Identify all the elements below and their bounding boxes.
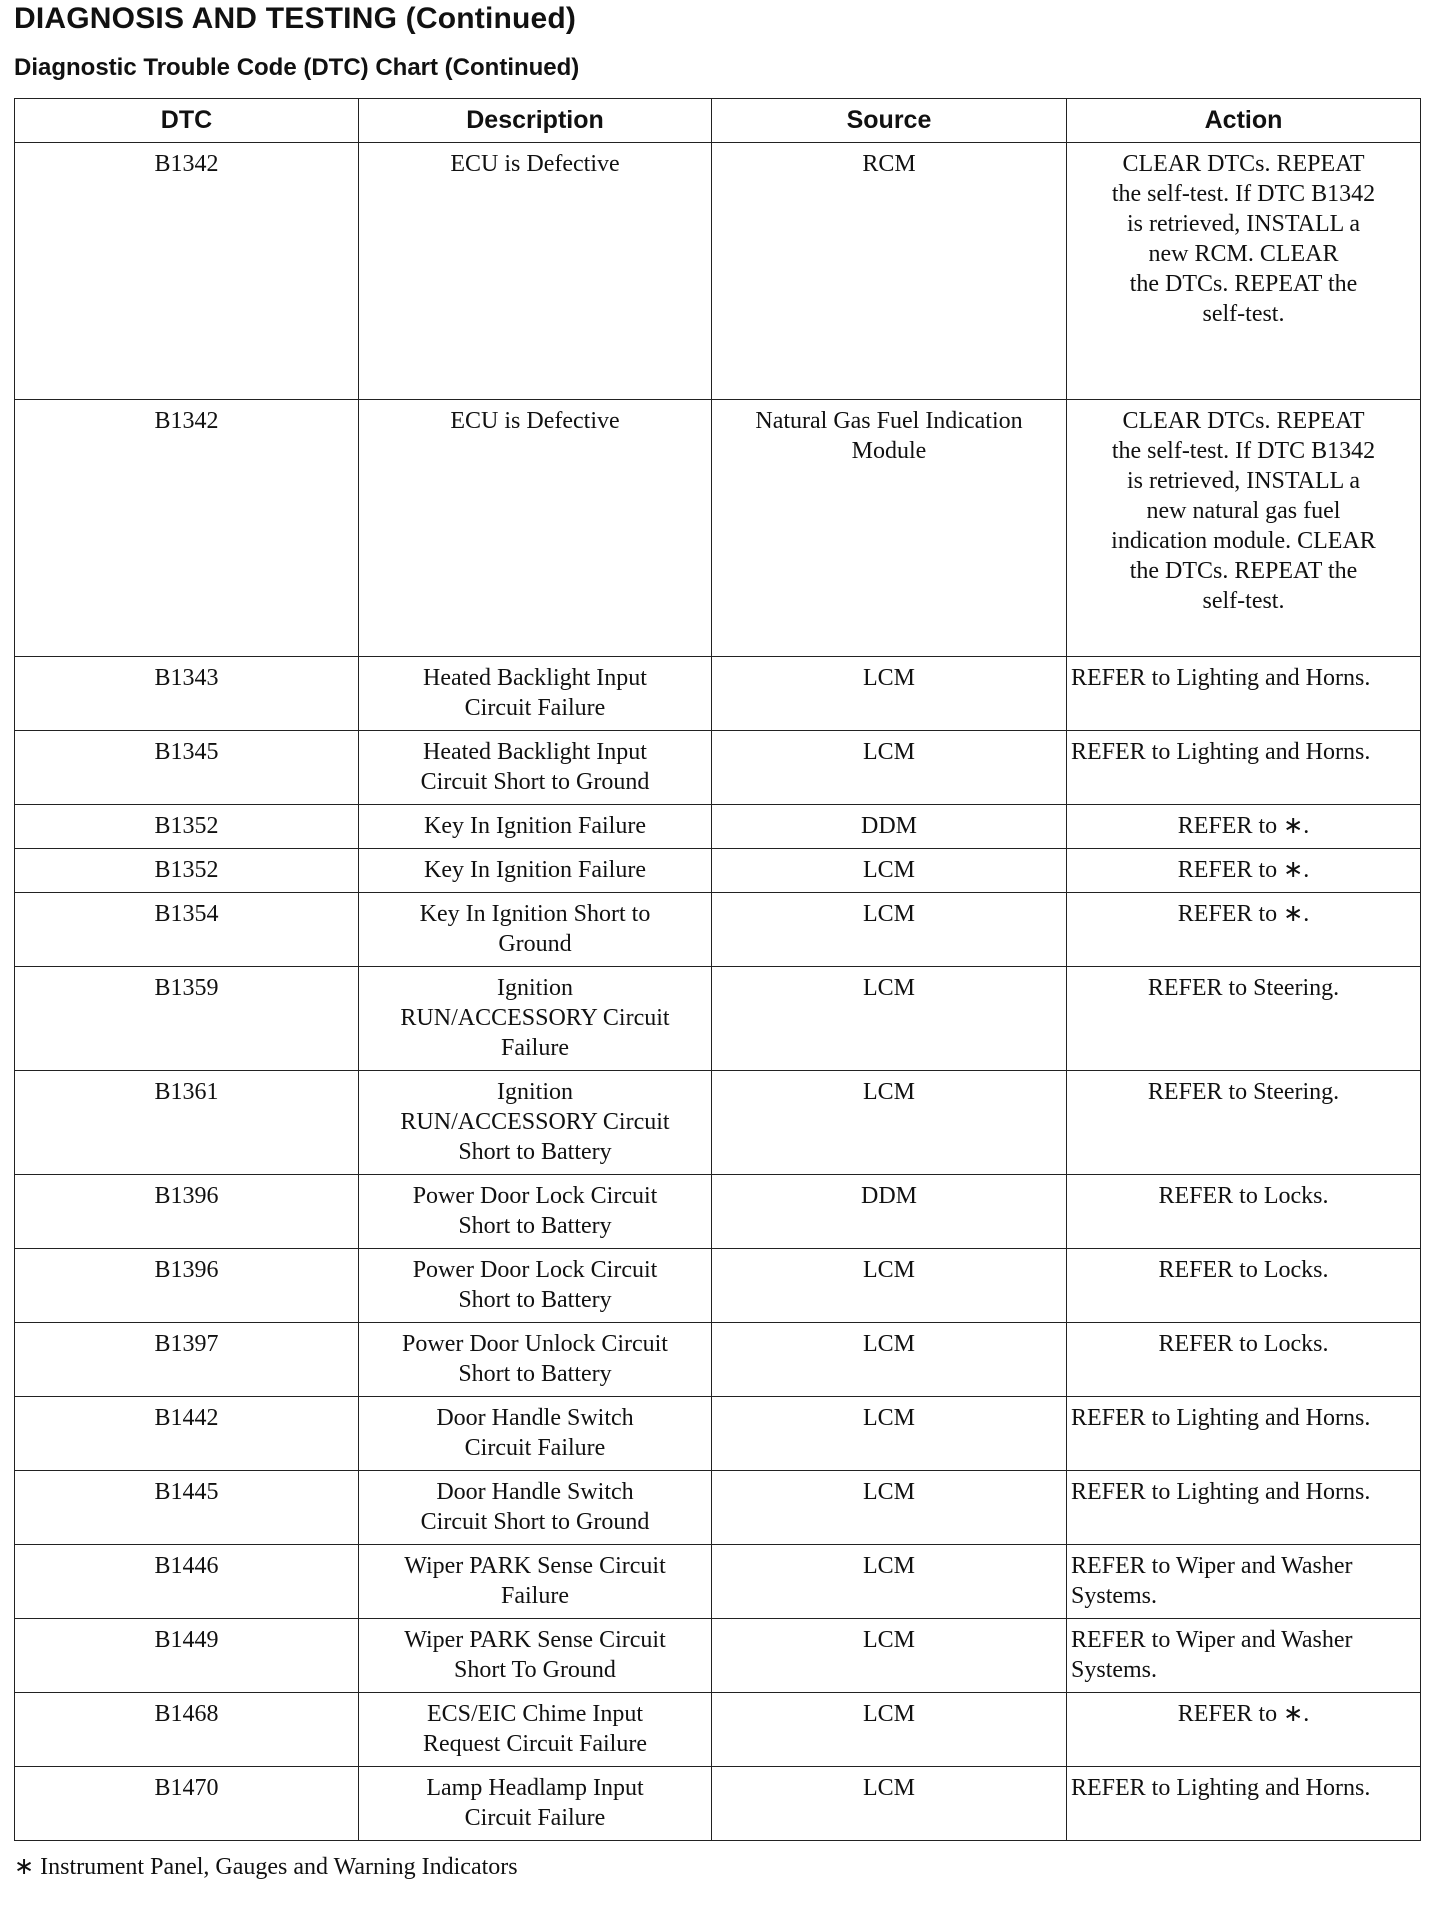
- dtc-code-cell-text: B1345: [154, 739, 219, 765]
- description-cell-text: Lamp Headlamp Input Circuit Failure: [426, 1775, 644, 1831]
- action-cell: [1067, 1071, 1421, 1175]
- action-cell-text: REFER to Lighting and Horns.: [1071, 1775, 1371, 1801]
- source-cell-text: LCM: [862, 1627, 915, 1653]
- source-cell: [712, 1323, 1067, 1397]
- column-header-source: Source: [712, 99, 1067, 143]
- table-row: [15, 893, 1421, 967]
- table-row: [15, 143, 1421, 400]
- dtc-code-cell-text: B1397: [154, 1331, 219, 1357]
- source-cell: [712, 1175, 1067, 1249]
- table-row: [15, 400, 1421, 657]
- description-cell-text: ECS/EIC Chime Input Request Circuit Failure: [423, 1701, 647, 1757]
- description-cell: [359, 805, 712, 849]
- action-cell-text: REFER to Wiper and Washer Systems.: [1071, 1553, 1353, 1609]
- dtc-code-cell: [15, 1619, 359, 1693]
- table-row: [15, 1471, 1421, 1545]
- source-cell-text: LCM: [862, 1479, 915, 1505]
- action-cell: [1067, 967, 1421, 1071]
- source-cell: [712, 805, 1067, 849]
- source-cell: [712, 1767, 1067, 1841]
- source-cell: [712, 400, 1067, 657]
- source-cell: [712, 1693, 1067, 1767]
- description-cell: [359, 1071, 712, 1175]
- action-cell: [1067, 1619, 1421, 1693]
- description-cell-text: ECU is Defective: [450, 408, 620, 434]
- action-cell-text: REFER to Steering.: [1147, 975, 1340, 1001]
- dtc-code-cell: [15, 1175, 359, 1249]
- description-cell-text: Door Handle Switch Circuit Short to Ground: [420, 1479, 650, 1535]
- table-row: [15, 849, 1421, 893]
- action-cell-text: REFER to Lighting and Horns.: [1071, 1405, 1371, 1431]
- description-cell: [359, 1767, 712, 1841]
- source-cell-text: LCM: [862, 975, 915, 1001]
- dtc-code-cell: [15, 143, 359, 400]
- source-cell-text: DDM: [860, 813, 917, 839]
- dtc-code-cell: [15, 1071, 359, 1175]
- source-cell-text: LCM: [862, 665, 915, 691]
- dtc-code-cell-text: B1359: [154, 975, 219, 1001]
- dtc-code-cell: [15, 1767, 359, 1841]
- dtc-code-cell: [15, 849, 359, 893]
- table-row: [15, 1545, 1421, 1619]
- source-cell-text: LCM: [862, 1775, 915, 1801]
- source-cell: [712, 1619, 1067, 1693]
- action-cell: [1067, 1397, 1421, 1471]
- description-cell-text: Power Door Unlock Circuit Short to Battery: [402, 1331, 668, 1387]
- description-cell-text: Heated Backlight Input Circuit Short to Ground: [420, 739, 650, 795]
- description-cell-text: Key In Ignition Failure: [424, 813, 646, 839]
- source-cell: [712, 657, 1067, 731]
- dtc-code-cell-text: B1354: [154, 901, 219, 927]
- action-cell-text: REFER to ∗.: [1177, 857, 1310, 883]
- action-cell: [1067, 1545, 1421, 1619]
- dtc-code-cell-text: B1445: [154, 1479, 219, 1505]
- action-cell: [1067, 1175, 1421, 1249]
- dtc-code-cell: [15, 967, 359, 1071]
- action-cell: [1067, 893, 1421, 967]
- source-cell: [712, 1249, 1067, 1323]
- source-cell-text: LCM: [862, 857, 915, 883]
- action-cell: [1067, 1693, 1421, 1767]
- dtc-code-cell: [15, 805, 359, 849]
- page-heading: DIAGNOSIS AND TESTING (Continued): [14, 2, 577, 35]
- description-cell: [359, 1397, 712, 1471]
- description-cell-text: Heated Backlight Input Circuit Failure: [423, 665, 647, 721]
- dtc-code-cell-text: B1442: [154, 1405, 219, 1431]
- dtc-code-cell-text: B1449: [154, 1627, 219, 1653]
- description-cell-text: Key In Ignition Short to Ground: [419, 901, 651, 957]
- description-cell: [359, 143, 712, 400]
- dtc-code-cell-text: B1361: [154, 1079, 219, 1105]
- dtc-code-cell-text: B1352: [154, 813, 219, 839]
- table-row: [15, 1071, 1421, 1175]
- dtc-code-cell-text: B1396: [154, 1183, 219, 1209]
- source-cell: [712, 1397, 1067, 1471]
- source-cell-text: DDM: [860, 1183, 917, 1209]
- dtc-code-cell: [15, 1693, 359, 1767]
- column-header-description: Description: [359, 99, 712, 143]
- dtc-code-cell: [15, 400, 359, 657]
- action-cell-text: CLEAR DTCs. REPEAT the self-test. If DTC B1342 is retrieved, INSTALL a new RCM. CLEAR the DTCs. REPEAT the self-test.: [1111, 151, 1376, 327]
- action-cell-text: REFER to Lighting and Horns.: [1071, 739, 1371, 765]
- description-cell-text: Wiper PARK Sense Circuit Short To Ground: [404, 1627, 666, 1683]
- source-cell: [712, 1071, 1067, 1175]
- chart-subheading: Diagnostic Trouble Code (DTC) Chart (Continued): [14, 54, 580, 81]
- table-header-row: [15, 99, 1421, 143]
- action-cell-text: REFER to Lighting and Horns.: [1071, 665, 1371, 691]
- dtc-code-cell-text: B1342: [154, 151, 219, 177]
- description-cell-text: Power Door Lock Circuit Short to Battery: [412, 1257, 658, 1313]
- action-cell: [1067, 1323, 1421, 1397]
- action-cell: [1067, 849, 1421, 893]
- table-row: [15, 1693, 1421, 1767]
- table-row: [15, 657, 1421, 731]
- source-cell: [712, 849, 1067, 893]
- description-cell: [359, 731, 712, 805]
- source-cell-text: RCM: [862, 151, 916, 177]
- source-cell-text: LCM: [862, 1331, 915, 1357]
- table-row: [15, 1619, 1421, 1693]
- dtc-code-cell-text: B1396: [154, 1257, 219, 1283]
- dtc-code-cell-text: B1342: [154, 408, 219, 434]
- source-cell-text: Natural Gas Fuel Indication Module: [755, 408, 1023, 464]
- action-cell-text: REFER to Locks.: [1158, 1183, 1329, 1209]
- dtc-code-cell: [15, 1545, 359, 1619]
- dtc-code-cell: [15, 657, 359, 731]
- source-cell: [712, 1545, 1067, 1619]
- table-row: [15, 1767, 1421, 1841]
- source-cell: [712, 1471, 1067, 1545]
- dtc-code-cell: [15, 1249, 359, 1323]
- description-cell: [359, 849, 712, 893]
- description-cell: [359, 1545, 712, 1619]
- action-cell: [1067, 657, 1421, 731]
- action-cell-text: CLEAR DTCs. REPEAT the self-test. If DTC B1342 is retrieved, INSTALL a new natural gas fuel indication module. CLEAR the DTCs. REPEAT the self-test.: [1111, 408, 1376, 614]
- table-body: [15, 143, 1421, 1841]
- description-cell-text: ECU is Defective: [450, 151, 620, 177]
- column-header-action: Action: [1067, 99, 1421, 143]
- dtc-code-cell-text: B1468: [154, 1701, 219, 1727]
- description-cell: [359, 1249, 712, 1323]
- description-cell: [359, 1323, 712, 1397]
- action-cell-text: REFER to ∗.: [1177, 1701, 1310, 1727]
- table-row: [15, 1175, 1421, 1249]
- dtc-code-cell-text: B1470: [154, 1775, 219, 1801]
- dtc-code-cell: [15, 893, 359, 967]
- action-cell: [1067, 400, 1421, 657]
- description-cell-text: Ignition RUN/ACCESSORY Circuit Failure: [400, 975, 670, 1061]
- action-cell-text: REFER to ∗.: [1177, 901, 1310, 927]
- source-cell-text: LCM: [862, 1257, 915, 1283]
- table-row: [15, 1249, 1421, 1323]
- description-cell: [359, 1175, 712, 1249]
- description-cell-text: Ignition RUN/ACCESSORY Circuit Short to Battery: [400, 1079, 670, 1165]
- table-row: [15, 1323, 1421, 1397]
- source-cell-text: LCM: [862, 1405, 915, 1431]
- description-cell: [359, 400, 712, 657]
- dtc-code-cell: [15, 1471, 359, 1545]
- dtc-code-cell-text: B1343: [154, 665, 219, 691]
- source-cell-text: LCM: [862, 901, 915, 927]
- description-cell-text: Door Handle Switch Circuit Failure: [436, 1405, 634, 1461]
- dtc-code-cell-text: B1352: [154, 857, 219, 883]
- description-cell: [359, 1693, 712, 1767]
- table-row: [15, 805, 1421, 849]
- table-row: [15, 1397, 1421, 1471]
- description-cell-text: Power Door Lock Circuit Short to Battery: [412, 1183, 658, 1239]
- description-cell-text: Key In Ignition Failure: [424, 857, 646, 883]
- dtc-code-cell: [15, 1397, 359, 1471]
- action-cell: [1067, 1471, 1421, 1545]
- description-cell: [359, 657, 712, 731]
- source-cell: [712, 893, 1067, 967]
- column-header-dtc: DTC: [15, 99, 359, 143]
- description-cell: [359, 1471, 712, 1545]
- action-cell: [1067, 805, 1421, 849]
- action-cell: [1067, 1767, 1421, 1841]
- action-cell-text: REFER to Locks.: [1158, 1331, 1329, 1357]
- action-cell: [1067, 143, 1421, 400]
- source-cell: [712, 731, 1067, 805]
- action-cell-text: REFER to ∗.: [1177, 813, 1310, 839]
- description-cell: [359, 967, 712, 1071]
- action-cell-text: REFER to Locks.: [1158, 1257, 1329, 1283]
- source-cell: [712, 967, 1067, 1071]
- description-cell: [359, 893, 712, 967]
- source-cell-text: LCM: [862, 1701, 915, 1727]
- action-cell-text: REFER to Wiper and Washer Systems.: [1071, 1627, 1353, 1683]
- source-cell-text: LCM: [862, 1079, 915, 1105]
- description-cell-text: Wiper PARK Sense Circuit Failure: [404, 1553, 666, 1609]
- action-cell-text: REFER to Steering.: [1147, 1079, 1340, 1105]
- dtc-code-cell: [15, 731, 359, 805]
- dtc-table: [14, 98, 1421, 1841]
- table-row: [15, 731, 1421, 805]
- dtc-code-cell: [15, 1323, 359, 1397]
- source-cell-text: LCM: [862, 739, 915, 765]
- source-cell-text: LCM: [862, 1553, 915, 1579]
- footnote: ∗ Instrument Panel, Gauges and Warning Indicators: [14, 1854, 518, 1880]
- action-cell: [1067, 1249, 1421, 1323]
- dtc-code-cell-text: B1446: [154, 1553, 219, 1579]
- action-cell: [1067, 731, 1421, 805]
- description-cell: [359, 1619, 712, 1693]
- table-row: [15, 967, 1421, 1071]
- source-cell: [712, 143, 1067, 400]
- action-cell-text: REFER to Lighting and Horns.: [1071, 1479, 1371, 1505]
